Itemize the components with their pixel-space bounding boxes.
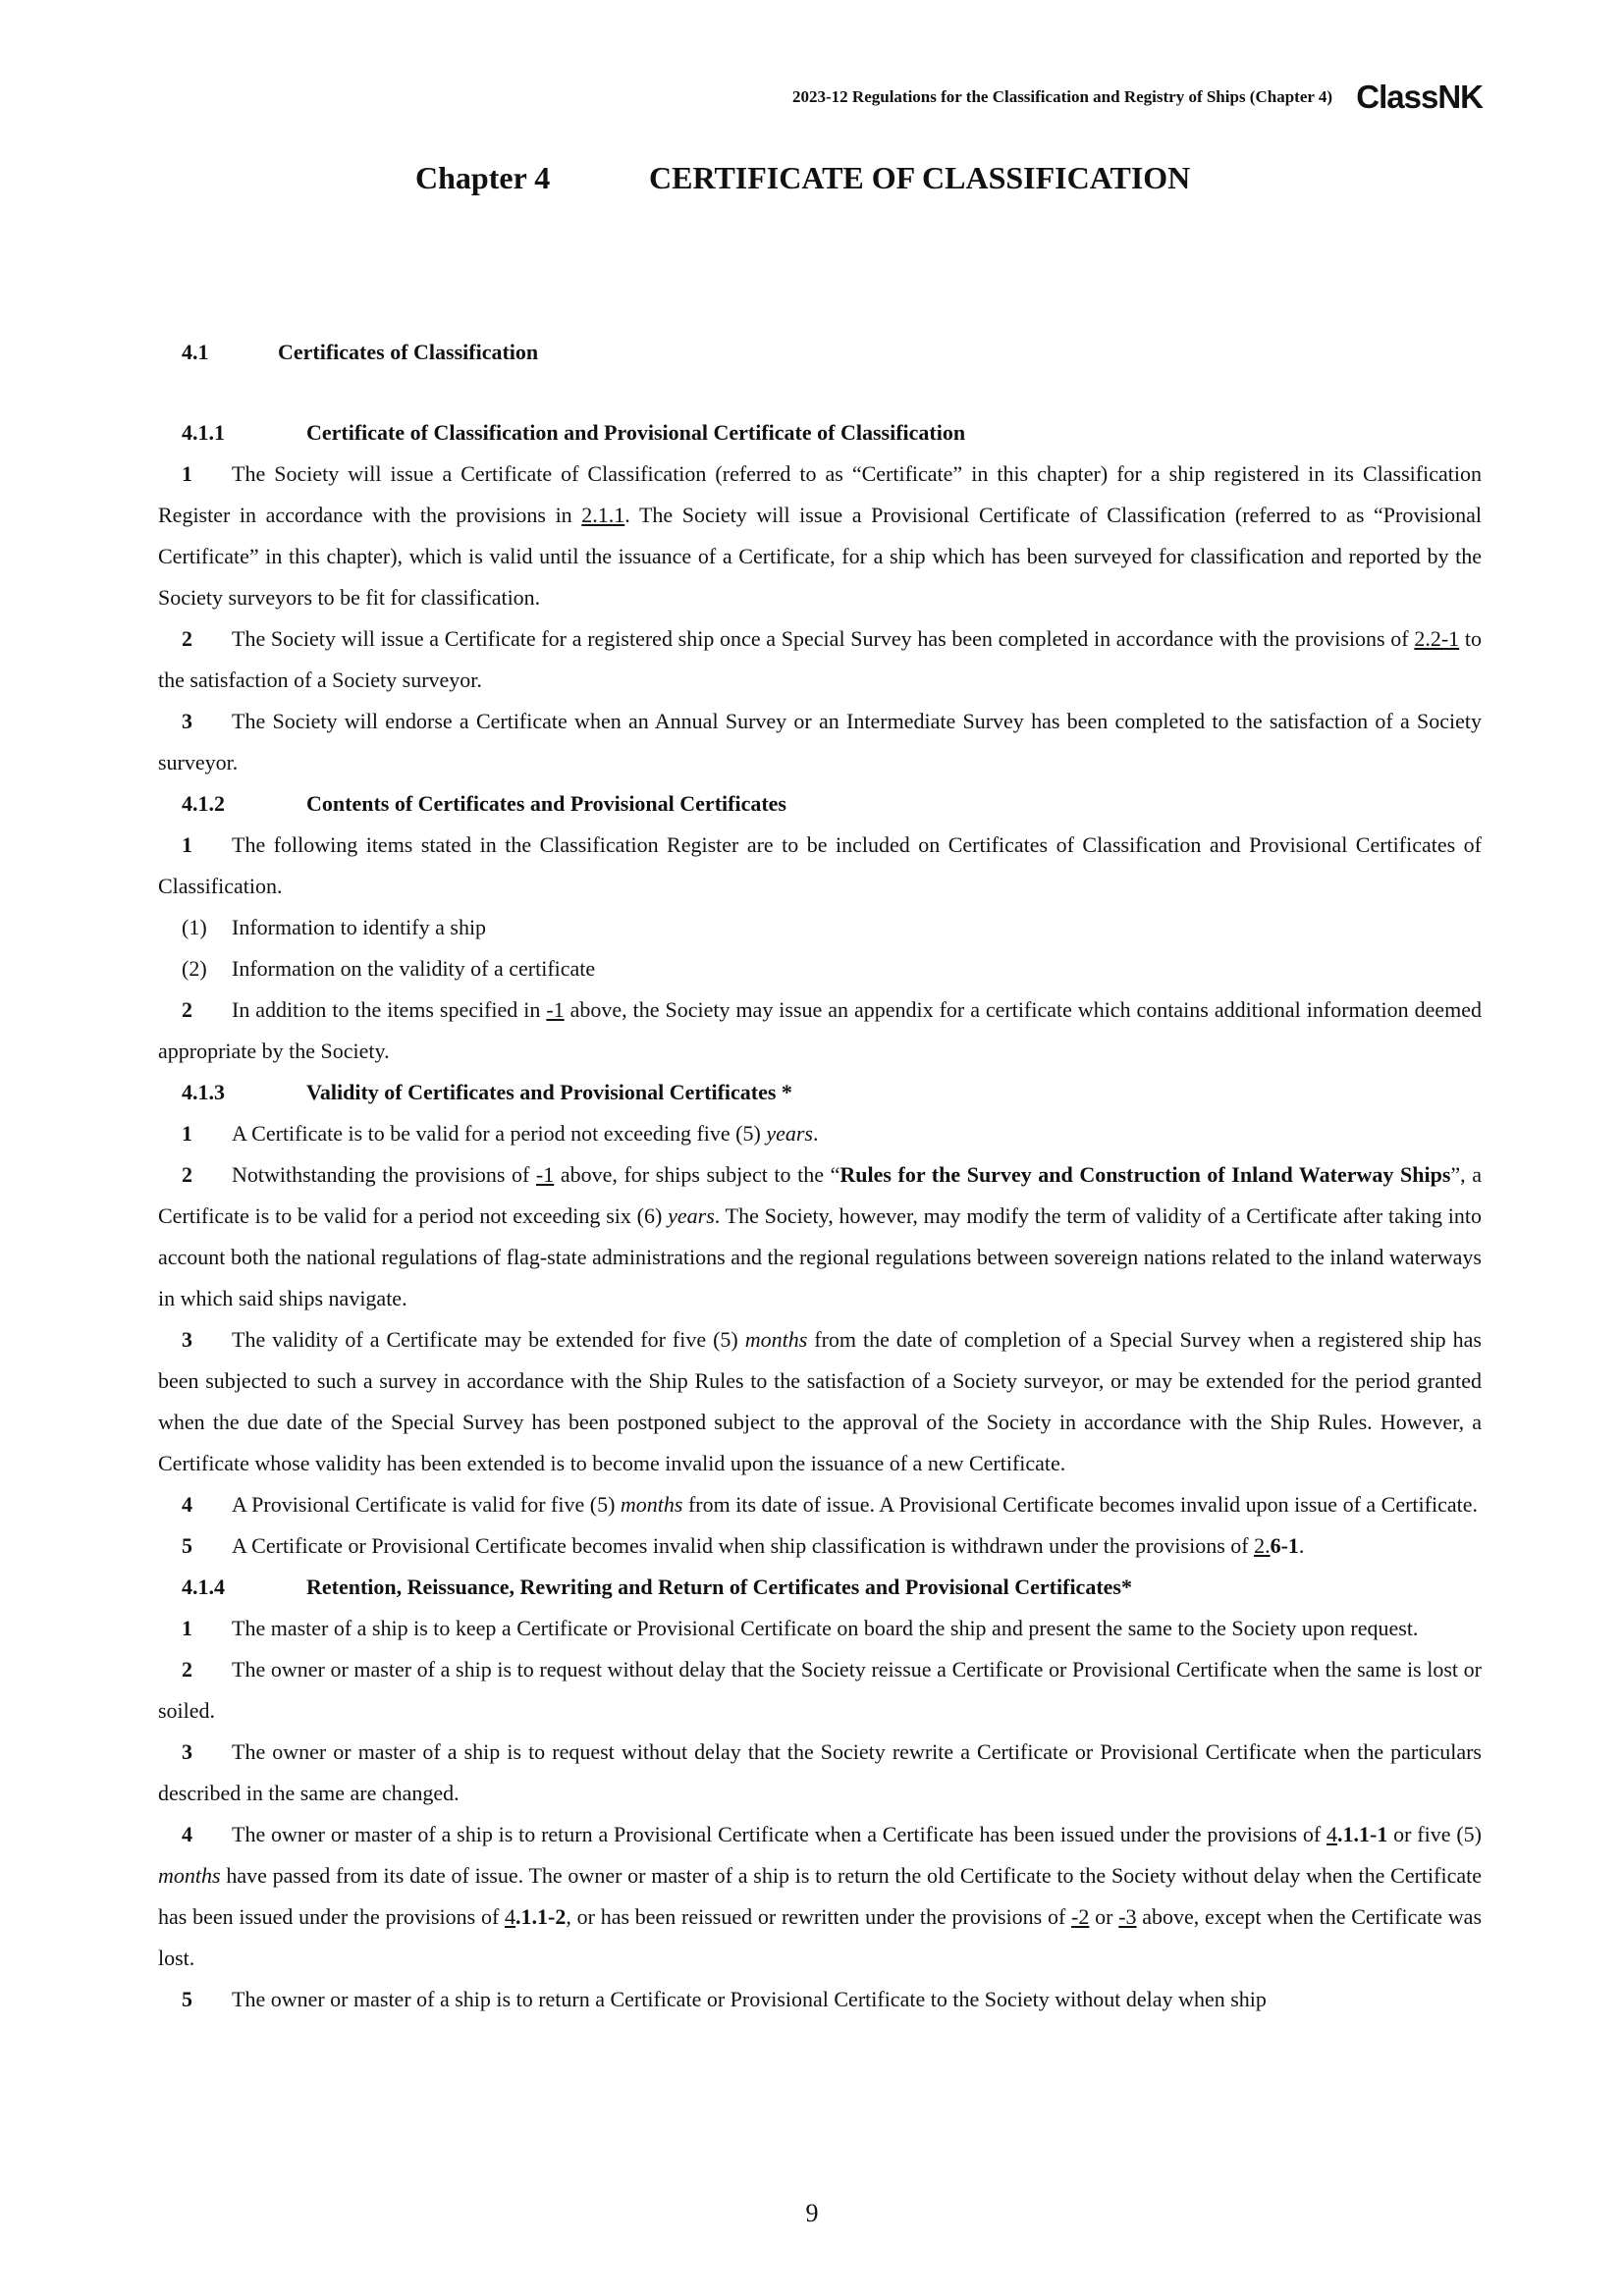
paragraph-text: from its date of issue. A Provisional Certificate becomes invalid upon issue of a Certificate. — [682, 1492, 1478, 1517]
paragraph-text: The owner or master of a ship is to request without delay that the Society reissue a Certificate or Provisional Certificate when the same is lost or soiled. — [158, 1657, 1482, 1723]
reference-link[interactable]: 4 — [1326, 1822, 1338, 1846]
italic-term: years — [668, 1203, 715, 1228]
reference-link[interactable]: -1 — [535, 1162, 555, 1187]
paragraph-text: The master of a ship is to keep a Certificate or Provisional Certificate on board the ship and present the same to the Society upon request. — [232, 1616, 1419, 1640]
paragraph-number: 3 — [182, 1739, 192, 1764]
paragraph-4-1-3-1 — [158, 1113, 1482, 1154]
paragraph-number: 1 — [182, 461, 192, 486]
list-item-text: Information to identify a ship — [232, 915, 487, 939]
paragraph-4-1-2-2 — [158, 989, 1482, 1072]
paragraph-4-1-4-5 — [158, 1979, 1482, 2020]
paragraph-text: The Society will issue a Certificate for a registered ship once a Special Survey has been completed in accordance with the provisions of — [232, 626, 1415, 651]
paragraph-number: 5 — [182, 1533, 192, 1558]
paragraph-number: 2 — [182, 1657, 192, 1682]
paragraph-4-1-4-1 — [158, 1608, 1482, 1649]
reference-link[interactable]: -1 — [546, 997, 565, 1022]
paragraph-text: above, the Society may issue an appendix for a certificate which contains additional information deemed appropriate by the Society. — [158, 997, 1482, 1063]
list-item — [182, 907, 1482, 948]
paragraph-text: . — [1298, 1533, 1305, 1558]
paragraph-4-1-4-4 — [158, 1814, 1482, 1979]
paragraph-number: 4 — [182, 1492, 192, 1517]
italic-term: years — [766, 1121, 813, 1146]
list-item — [182, 948, 1482, 989]
section-heading — [182, 332, 1482, 373]
paragraph-4-1-4-2 — [158, 1649, 1482, 1732]
paragraph-text: The validity of a Certificate may be extended for five (5) — [232, 1327, 745, 1352]
chapter-name: CERTIFICATE OF CLASSIFICATION — [649, 160, 1191, 195]
paragraph-text: The following items stated in the Classification Register are to be included on Certificates of Classification and Provisional Certificates of Classification. — [158, 832, 1482, 898]
chapter-number: Chapter 4 — [415, 160, 551, 195]
list-item-text: Information on the validity of a certificate — [232, 956, 596, 981]
list-item-number: (2) — [182, 956, 207, 981]
paragraph-number: 2 — [182, 1162, 192, 1187]
paragraph-number: 2 — [182, 626, 192, 651]
paragraph-number: 3 — [182, 709, 192, 733]
paragraph-number: 3 — [182, 1327, 192, 1352]
paragraph-text: . The Society, however, may modify the term of validity of a Certificate after taking into account both the national regulations of flag-state administrations and the regional regulations between sovereign nations related to the inland waterways in which said ships navigate. — [158, 1203, 1482, 1310]
paragraph-text: . — [812, 1121, 819, 1146]
subsection-number: 4.1.1 — [182, 420, 225, 445]
paragraph-4-1-3-4 — [158, 1484, 1482, 1525]
paragraph-number: 1 — [182, 832, 192, 857]
paragraph-text: The Society will issue a Certificate of Classification (referred to as “Certificate” in this chapter) for a ship registered in its Classification Register in accordance with the provisions in — [158, 461, 1482, 527]
reference-suffix: .1.1-2 — [515, 1904, 567, 1929]
subsection-heading-4-1-1 — [182, 412, 1482, 454]
paragraph-4-1-1-2 — [158, 618, 1482, 701]
reference-suffix: .1.1-1 — [1337, 1822, 1388, 1846]
paragraph-text: The owner or master of a ship is to request without delay that the Society rewrite a Certificate or Provisional Certificate when the particulars described in the same are changed. — [158, 1739, 1482, 1805]
paragraph-number: 1 — [182, 1121, 192, 1146]
paragraph-text: . The Society will issue a Provisional Certificate of Classification (referred to as “Provisional Certificate” in this chapter), which is valid until the issuance of a Certificate, for a ship which has been surveyed for classification and reported by the Society surveyors to be fit for classification. — [158, 503, 1482, 610]
paragraph-text: above, for ships subject to the “ — [554, 1162, 840, 1187]
paragraph-text: A Certificate is to be valid for a period not exceeding five (5) — [232, 1121, 767, 1146]
subsection-title: Retention, Reissuance, Rewriting and Return of Certificates and Provisional Certificates* — [306, 1575, 1132, 1599]
paragraph-4-1-3-2 — [158, 1154, 1482, 1319]
paragraph-4-1-1-1 — [158, 454, 1482, 618]
paragraph-text: The Society will endorse a Certificate when an Annual Survey or an Intermediate Survey has been completed to the satisfaction of a Society surveyor. — [158, 709, 1482, 774]
reference-link[interactable]: 2.1.1 — [581, 503, 625, 527]
subsection-number: 4.1.4 — [182, 1575, 225, 1599]
paragraph-4-1-2-1 — [158, 825, 1482, 907]
paragraph-text: Notwithstanding the provisions of — [232, 1162, 536, 1187]
italic-term: months — [158, 1863, 221, 1888]
classnk-logo: ClassNK — [1356, 79, 1483, 115]
reference-link[interactable]: 2. — [1254, 1533, 1271, 1558]
subsection-title: Contents of Certificates and Provisional Certificates — [306, 791, 786, 816]
subsection-heading-4-1-2 — [182, 783, 1482, 825]
reference-suffix: 6-1 — [1270, 1533, 1299, 1558]
subsection-title: Validity of Certificates and Provisional Certificates * — [306, 1080, 792, 1104]
rules-title: Rules for the Survey and Construction of Inland Waterway Ships — [839, 1162, 1451, 1187]
paragraph-text: above, except when the Certificate was lost. — [158, 1904, 1483, 1970]
paragraph-text: or — [1089, 1904, 1119, 1929]
paragraph-text: In addition to the items specified in — [232, 997, 547, 1022]
list-item-number: (1) — [182, 915, 207, 939]
paragraph-text: The owner or master of a ship is to return a Certificate or Provisional Certificate to the Society without delay when ship — [232, 1987, 1267, 2011]
subsection-number: 4.1.2 — [182, 791, 225, 816]
reference-link[interactable]: -2 — [1071, 1904, 1090, 1929]
section-title: Certificates of Classification — [278, 340, 539, 364]
paragraph-text: A Provisional Certificate is valid for five (5) — [232, 1492, 621, 1517]
paragraph-text: , or has been reissued or rewritten under the provisions of — [566, 1904, 1072, 1929]
paragraph-text: or five (5) — [1387, 1822, 1482, 1846]
paragraph-text: to the satisfaction of a Society surveyor. — [158, 626, 1482, 692]
subsection-heading-4-1-3 — [182, 1072, 1482, 1113]
paragraph-4-1-3-5 — [158, 1525, 1482, 1567]
running-title: 2023-12 Regulations for the Classification and Registry of Ships (Chapter 4) — [792, 87, 1333, 106]
paragraph-number: 5 — [182, 1987, 192, 2011]
paragraph-number: 4 — [182, 1822, 192, 1846]
reference-link[interactable]: 4 — [505, 1904, 516, 1929]
subsection-heading-4-1-4 — [182, 1567, 1482, 1608]
italic-term: months — [744, 1327, 808, 1352]
italic-term: months — [620, 1492, 683, 1517]
paragraph-text: A Certificate or Provisional Certificate becomes invalid when ship classification is withdrawn under the provisions of — [232, 1533, 1255, 1558]
document-body — [158, 332, 1482, 2020]
reference-link[interactable]: -3 — [1118, 1904, 1137, 1929]
paragraph-text: The owner or master of a ship is to return a Provisional Certificate when a Certificate has been issued under the provisions of — [232, 1822, 1327, 1846]
subsection-number: 4.1.3 — [182, 1080, 225, 1104]
running-header — [157, 79, 1483, 116]
paragraph-text: have passed from its date of issue. The owner or master of a ship is to return the old Certificate to the Society without delay when the Certificate has been issued under the provisions of — [158, 1863, 1482, 1929]
paragraph-text: ”, a Certificate is to be valid for a period not exceeding six (6) — [158, 1162, 1483, 1228]
paragraph-4-1-4-3 — [158, 1732, 1482, 1814]
page-number: 9 — [805, 2199, 819, 2227]
paragraph-4-1-1-3 — [158, 701, 1482, 783]
section-number: 4.1 — [182, 340, 209, 364]
paragraph-text: from the date of completion of a Special Survey when a registered ship has been subjected to such a survey in accordance with the Ship Rules to the satisfaction of a Society surveyor, or may be extended for the period granted when the due date of the Special Survey has been postponed subject to the approval of the Society in accordance with the Ship Rules. However, a Certificate whose validity has been extended is to become invalid upon the issuance of a new Certificate. — [158, 1327, 1482, 1475]
paragraph-number: 2 — [182, 997, 192, 1022]
paragraph-number: 1 — [182, 1616, 192, 1640]
subsection-title: Certificate of Classification and Provisional Certificate of Classification — [306, 420, 966, 445]
paragraph-4-1-3-3 — [158, 1319, 1482, 1484]
reference-link[interactable]: 2.2-1 — [1414, 626, 1460, 651]
